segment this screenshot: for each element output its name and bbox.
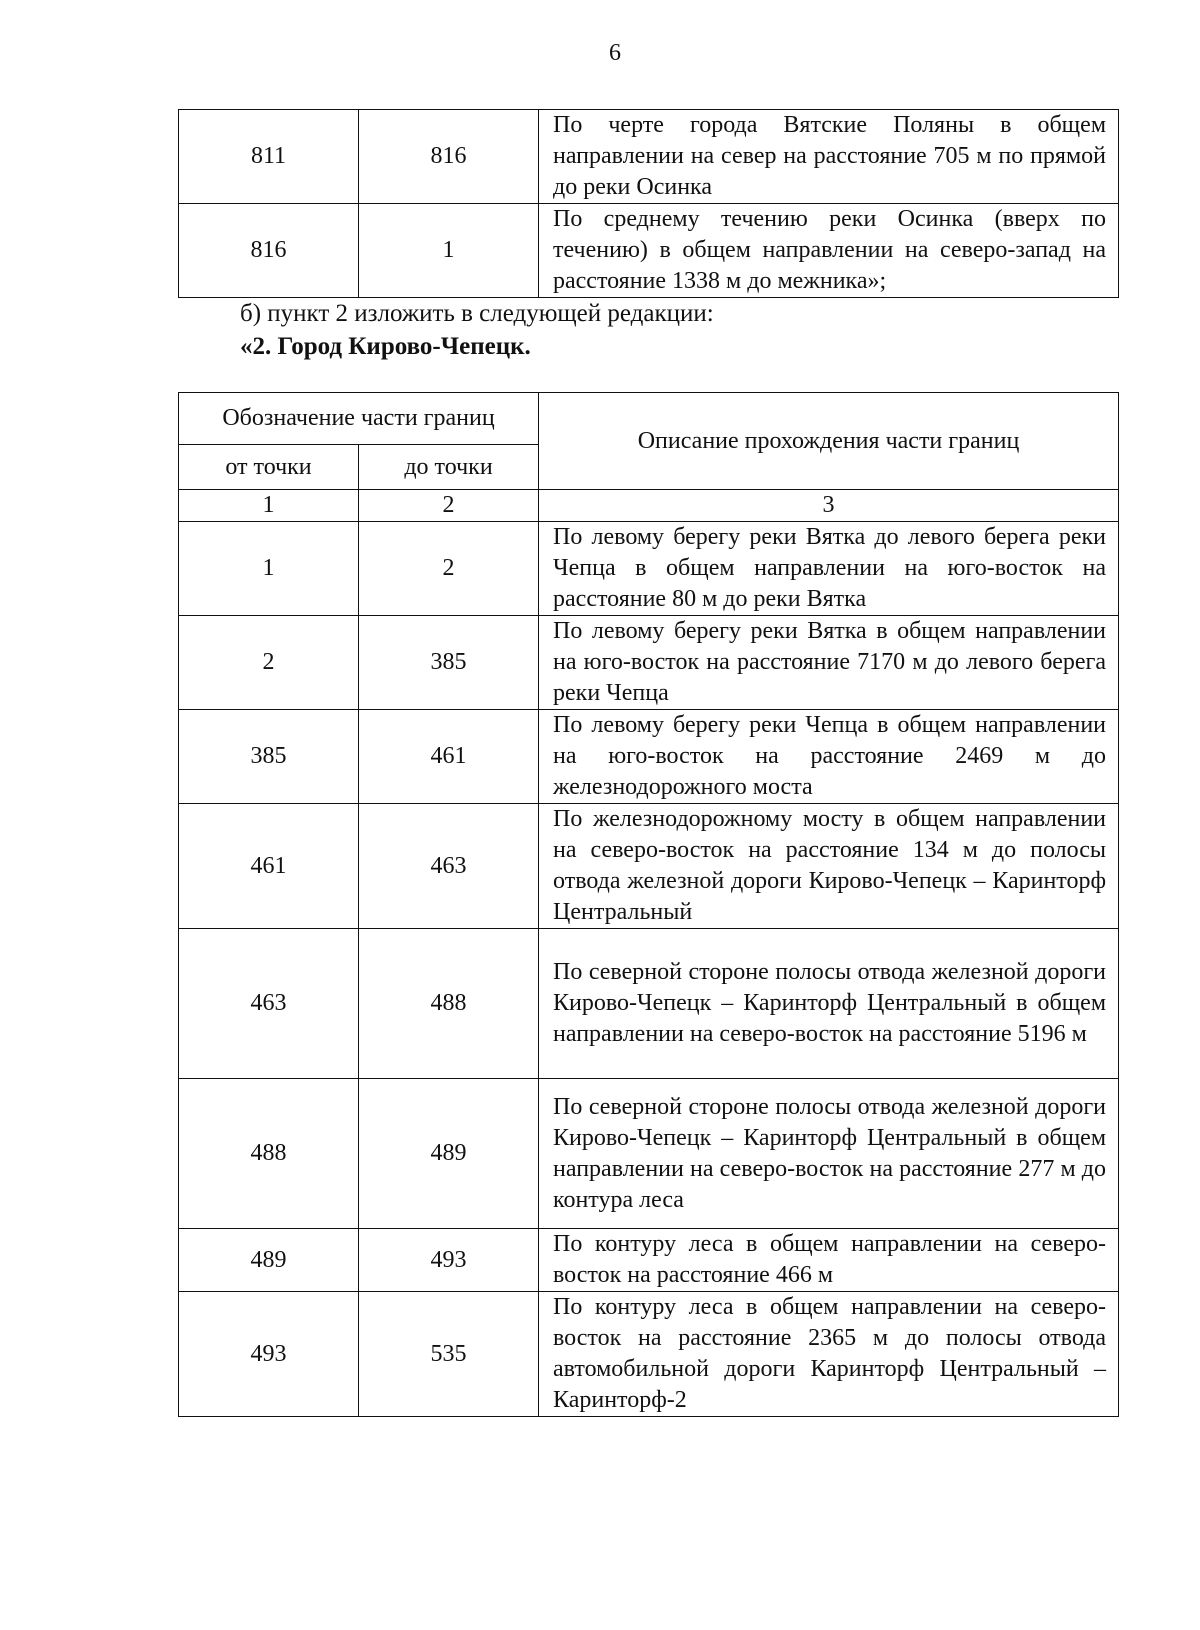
from-point: 493: [179, 1292, 359, 1417]
from-point: 385: [179, 710, 359, 804]
boundary-description: По черте города Вятские Поляны в общем направлении на север на расстояние 705 м по прямой до реки Осинка: [539, 110, 1119, 204]
table-row: [179, 522, 1119, 616]
to-point: 535: [359, 1292, 539, 1417]
to-point: 463: [359, 804, 539, 929]
boundary-description: По левому берегу реки Чепца в общем направлении на юго-восток на расстояние 2469 м до железнодорожного моста: [539, 710, 1119, 804]
boundary-description: По контуру леса в общем направлении на северо-восток на расстояние 466 м: [539, 1229, 1119, 1292]
to-point: 489: [359, 1079, 539, 1229]
boundary-table-continued: [178, 109, 1119, 298]
boundary-description: По железнодорожному мосту в общем направлении на северо-восток на расстояние 134 м до полосы отвода железной дороги Кирово-Чепецк – Каринторф Центральный: [539, 804, 1119, 929]
from-point: 463: [179, 929, 359, 1079]
table-row: [179, 1229, 1119, 1292]
table-row: [179, 929, 1119, 1079]
header-to-point: до точки: [359, 445, 539, 490]
from-point: 461: [179, 804, 359, 929]
page-number: 6: [609, 40, 621, 66]
to-point: 488: [359, 929, 539, 1079]
from-point: 816: [179, 204, 359, 298]
column-number: 2: [359, 490, 539, 522]
boundary-description: По левому берегу реки Вятка до левого берега реки Чепца в общем направлении на юго-восток на расстояние 80 м до реки Вятка: [539, 522, 1119, 616]
header-from-point: от точки: [179, 445, 359, 490]
table-row: [179, 710, 1119, 804]
paragraph-b: б) пункт 2 изложить в следующей редакции:: [240, 300, 714, 327]
to-point: 385: [359, 616, 539, 710]
to-point: 461: [359, 710, 539, 804]
boundary-description: По среднему течению реки Осинка (вверх по течению) в общем направлении на северо-запад на расстояние 1338 м до межника»;: [539, 204, 1119, 298]
from-point: 811: [179, 110, 359, 204]
table-row: [179, 110, 1119, 204]
header-row: [179, 393, 1119, 445]
column-number: 3: [539, 490, 1119, 522]
table-row: [179, 804, 1119, 929]
table-row: [179, 1079, 1119, 1229]
to-point: 1: [359, 204, 539, 298]
section-title: «2. Город Кирово-Чепецк.: [240, 333, 531, 360]
from-point: 488: [179, 1079, 359, 1229]
boundary-table-kirovo-chepetsk: [178, 392, 1119, 1417]
from-point: 489: [179, 1229, 359, 1292]
to-point: 493: [359, 1229, 539, 1292]
from-point: 1: [179, 522, 359, 616]
header-boundary-designation: Обозначение части границ: [179, 393, 539, 445]
boundary-description: По левому берегу реки Вятка в общем направлении на юго-восток на расстояние 7170 м до левого берега реки Чепца: [539, 616, 1119, 710]
table-row: [179, 1292, 1119, 1417]
column-number: 1: [179, 490, 359, 522]
table-row: [179, 204, 1119, 298]
header-description: Описание прохождения части границ: [539, 393, 1119, 490]
to-point: 2: [359, 522, 539, 616]
table-row: [179, 616, 1119, 710]
boundary-description: По северной стороне полосы отвода железной дороги Кирово-Чепецк – Каринторф Центральный в общем направлении на северо-восток на расстояние 5196 м: [539, 929, 1119, 1079]
from-point: 2: [179, 616, 359, 710]
boundary-description: По контуру леса в общем направлении на северо-восток на расстояние 2365 м до полосы отвода автомобильной дороги Каринторф Центральный – Каринторф-2: [539, 1292, 1119, 1417]
to-point: 816: [359, 110, 539, 204]
column-number-row: [179, 490, 1119, 522]
boundary-description: По северной стороне полосы отвода железной дороги Кирово-Чепецк – Каринторф Центральный в общем направлении на северо-восток на расстояние 277 м до контура леса: [539, 1079, 1119, 1229]
